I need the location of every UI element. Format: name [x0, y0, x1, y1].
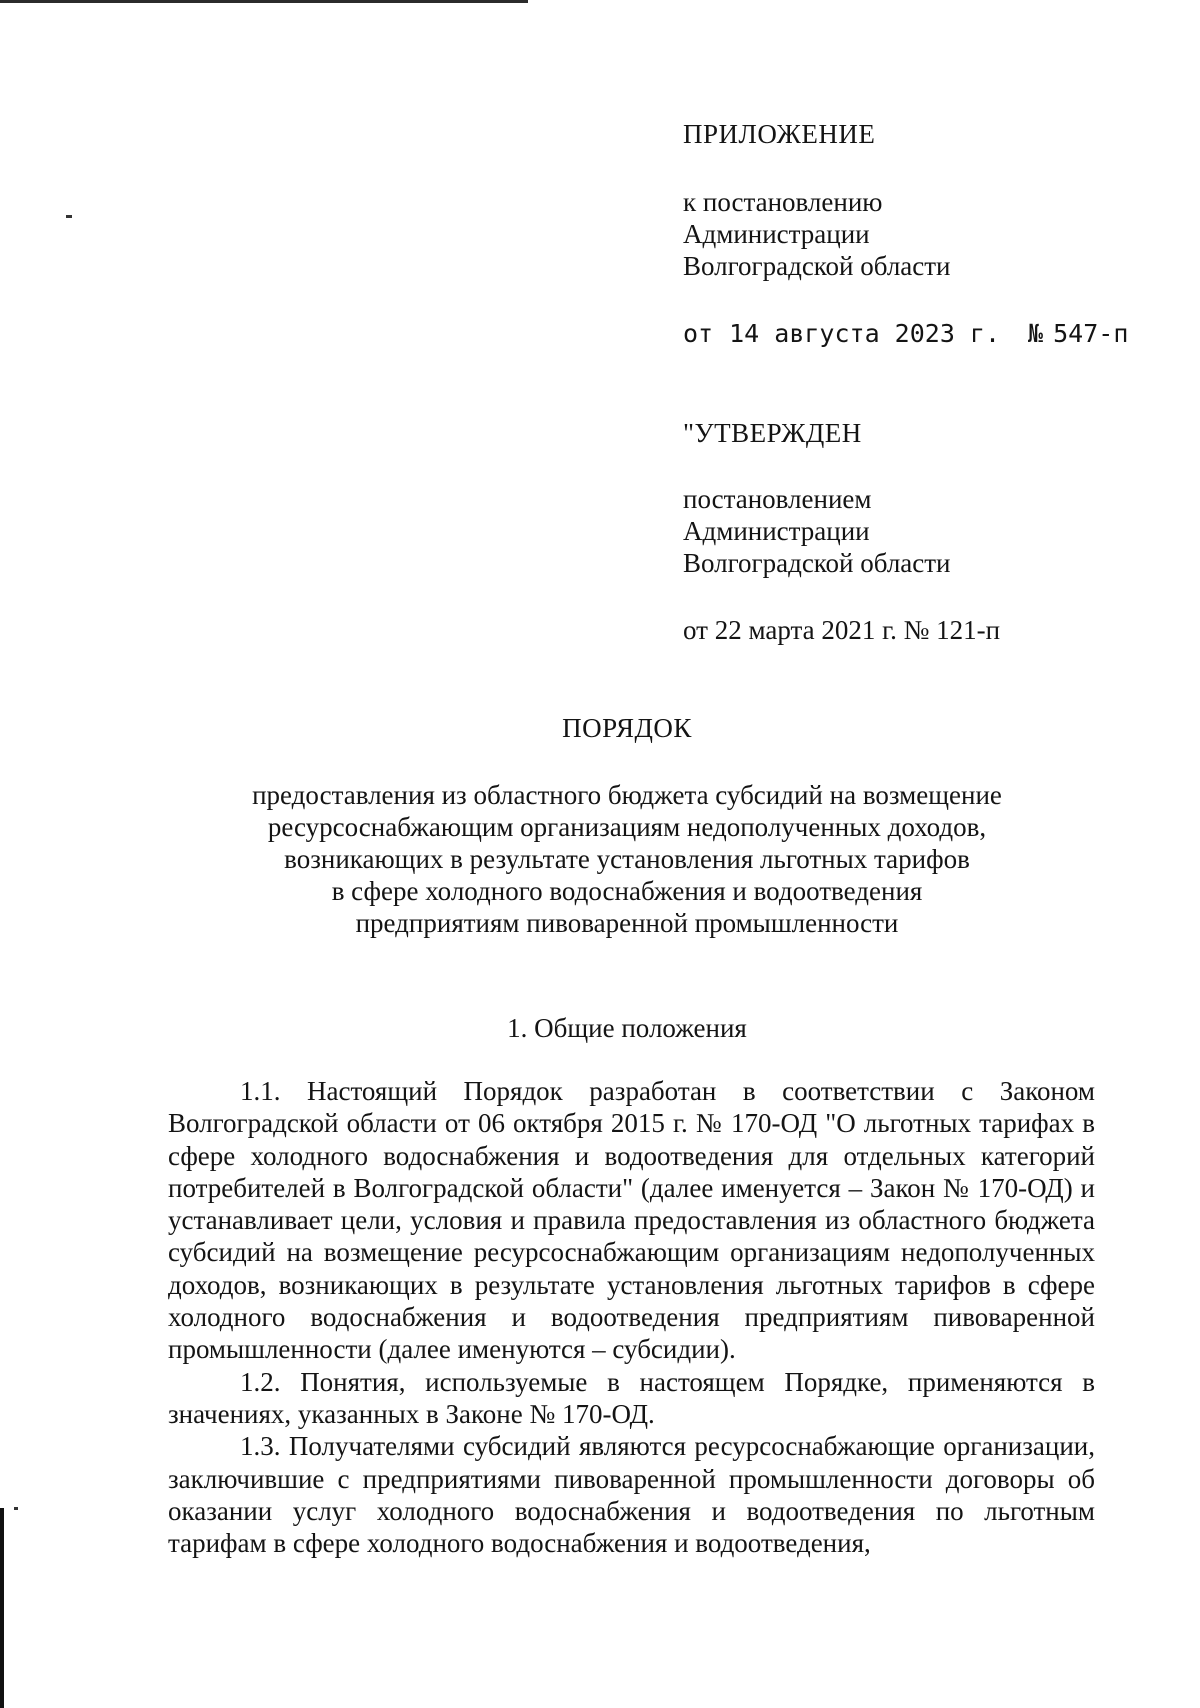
appendix-addressee-line: к постановлению [683, 187, 883, 217]
appendix-addressee-line: Волгоградской области [683, 251, 951, 281]
scan-speck [14, 1507, 18, 1510]
number-value: 547-п [1053, 319, 1129, 348]
approval-authority-line: Администрации [683, 516, 870, 546]
subtitle-line: в сфере холодного водоснабжения и водоотведения [331, 876, 923, 906]
date-value: 14 августа 2023 г. [729, 319, 1001, 348]
paragraph-1-3: 1.3. Получателями субсидий являются ресурсоснабжающие организации, заключившие с предприятиями пивоваренной промышленности договоры об оказании услуг холодного водоснабжения и водоотведения по льготным тарифам в сфере холодного водоснабжения и водоотведения, [168, 1431, 1095, 1559]
appendix-addressee-line: Администрации [683, 219, 870, 249]
approval-authority [683, 483, 951, 579]
appendix-addressee [683, 186, 951, 282]
paragraph-1-2: 1.2. Понятия, используемые в настоящем Порядке, применяются в значениях, указанных в Законе № 170-ОД. [168, 1366, 1095, 1429]
approval-authority-line: постановлением [683, 484, 872, 514]
date-prefix: от [683, 319, 714, 348]
scan-speck [66, 215, 72, 218]
appendix-date-line [683, 318, 1128, 350]
approval-title: "УТВЕРЖДЕН [683, 418, 862, 448]
subtitle-line: предприятиям пивоваренной промышленности [355, 908, 899, 938]
subtitle-line: предоставления из областного бюджета субсидий на возмещение [252, 780, 1002, 810]
number-sign: № [1028, 319, 1044, 348]
appendix-title: ПРИЛОЖЕНИЕ [683, 119, 876, 149]
document-title: ПОРЯДОК [562, 713, 692, 743]
subtitle-line: ресурсоснабжающим организациям недополученных доходов, [267, 812, 987, 842]
scan-edge-top [0, 0, 528, 3]
subtitle-line: возникающих в результате установления льготных тарифов [284, 844, 970, 874]
paragraph-1-1: 1.1. Настоящий Порядок разработан в соответствии с Законом Волгоградской области от 06 октября 2015 г. № 170-ОД "О льготных тарифах в сфере холодного водоснабжения и водоотведения для отдельных категорий потребителей в Волгоградской области" (далее именуется – Закон № 170-ОД) и устанавливает цели, условия и правила предоставления из областного бюджета субсидий на возмещение ресурсоснабжающим организациям недополученных доходов, возникающих в результате установления льготных тарифов в сфере холодного водоснабжения и водоотведения предприятиям пивоваренной промышленности (далее именуются – субсидии). [168, 1076, 1095, 1365]
approval-authority-line: Волгоградской области [683, 548, 951, 578]
document-body [168, 1075, 1095, 1559]
section-heading: 1. Общие положения [507, 1013, 747, 1043]
approval-date-line: от 22 марта 2021 г. № 121-п [683, 615, 1001, 645]
scan-edge-left [0, 1508, 4, 1708]
document-subtitle [0, 779, 1200, 939]
